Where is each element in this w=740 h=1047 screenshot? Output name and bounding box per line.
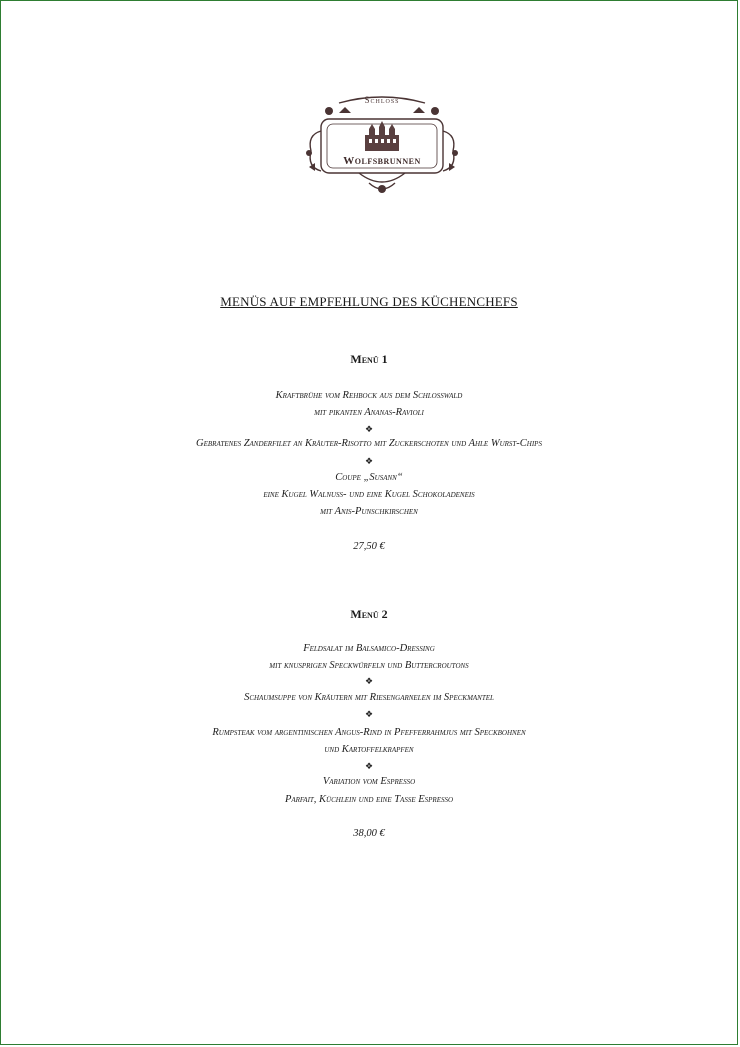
- schloss-wolfsbrunnen-logo: [299, 91, 465, 199]
- menu-1-course-1-line-2: mit pikanten Ananas-Ravioli: [314, 407, 424, 418]
- menu-2-course-1-line-2: mit knusprigen Speckwürfeln und Buttercroutons: [269, 660, 469, 671]
- menu-1-course-2-line-1: Gebratenes Zanderfilet an Kräuter-Risotto mit Zuckerschoten und Ahle Wurst-Chips: [196, 438, 542, 449]
- separator-icon: ❖: [364, 676, 374, 686]
- menu-2-course-3-line-1: Rumpsteak vom argentinischen Angus-Rind in Pfefferrahmjus mit Speckbohnen: [212, 727, 526, 738]
- separator-icon: ❖: [364, 761, 374, 771]
- menu-1-price: 27,50 €: [353, 541, 385, 552]
- menu-1-title: Menü 1: [350, 352, 388, 366]
- menu-2-course-4-line-2: Parfait, Küchlein und eine Tasse Espresso: [284, 794, 454, 805]
- separator-icon: ❖: [364, 709, 374, 719]
- menu-2-course-1-line-1: Feldsalat im Balsamico-Dressing: [303, 643, 435, 654]
- menu-2-course-2-line-1: Schaumsuppe von Kräutern mit Riesengarnelen im Speckmantel: [244, 692, 494, 703]
- menu-1-course-3-line-1: Coupe „Susann“: [335, 472, 403, 483]
- separator-icon: ❖: [364, 424, 374, 434]
- menu-2-course-4-line-1: Variation vom Espresso: [322, 776, 416, 787]
- logo-name: Wolfsbrunnen: [343, 155, 421, 167]
- menu-1-course-3-line-3: mit Anis-Punschkirschen: [320, 506, 418, 517]
- page-heading: MENÜS AUF EMPFEHLUNG DES KÜCHENCHEFS: [220, 294, 518, 309]
- logo-frame-icon: [299, 91, 465, 199]
- menu-2-title: Menü 2: [350, 607, 388, 621]
- separator-icon: ❖: [364, 456, 374, 466]
- logo-top-word: Schloss: [364, 95, 400, 105]
- menu-2-price: 38,00 €: [353, 828, 385, 839]
- menu-2-course-3-line-2: und Kartoffelkrapfen: [324, 744, 414, 755]
- menu-1-course-3-line-2: eine Kugel Walnuss- und eine Kugel Schokoladeneis: [263, 489, 475, 500]
- menu-1-course-1-line-1: Kraftbrühe vom Rehbock aus dem Schlosswald: [275, 390, 463, 401]
